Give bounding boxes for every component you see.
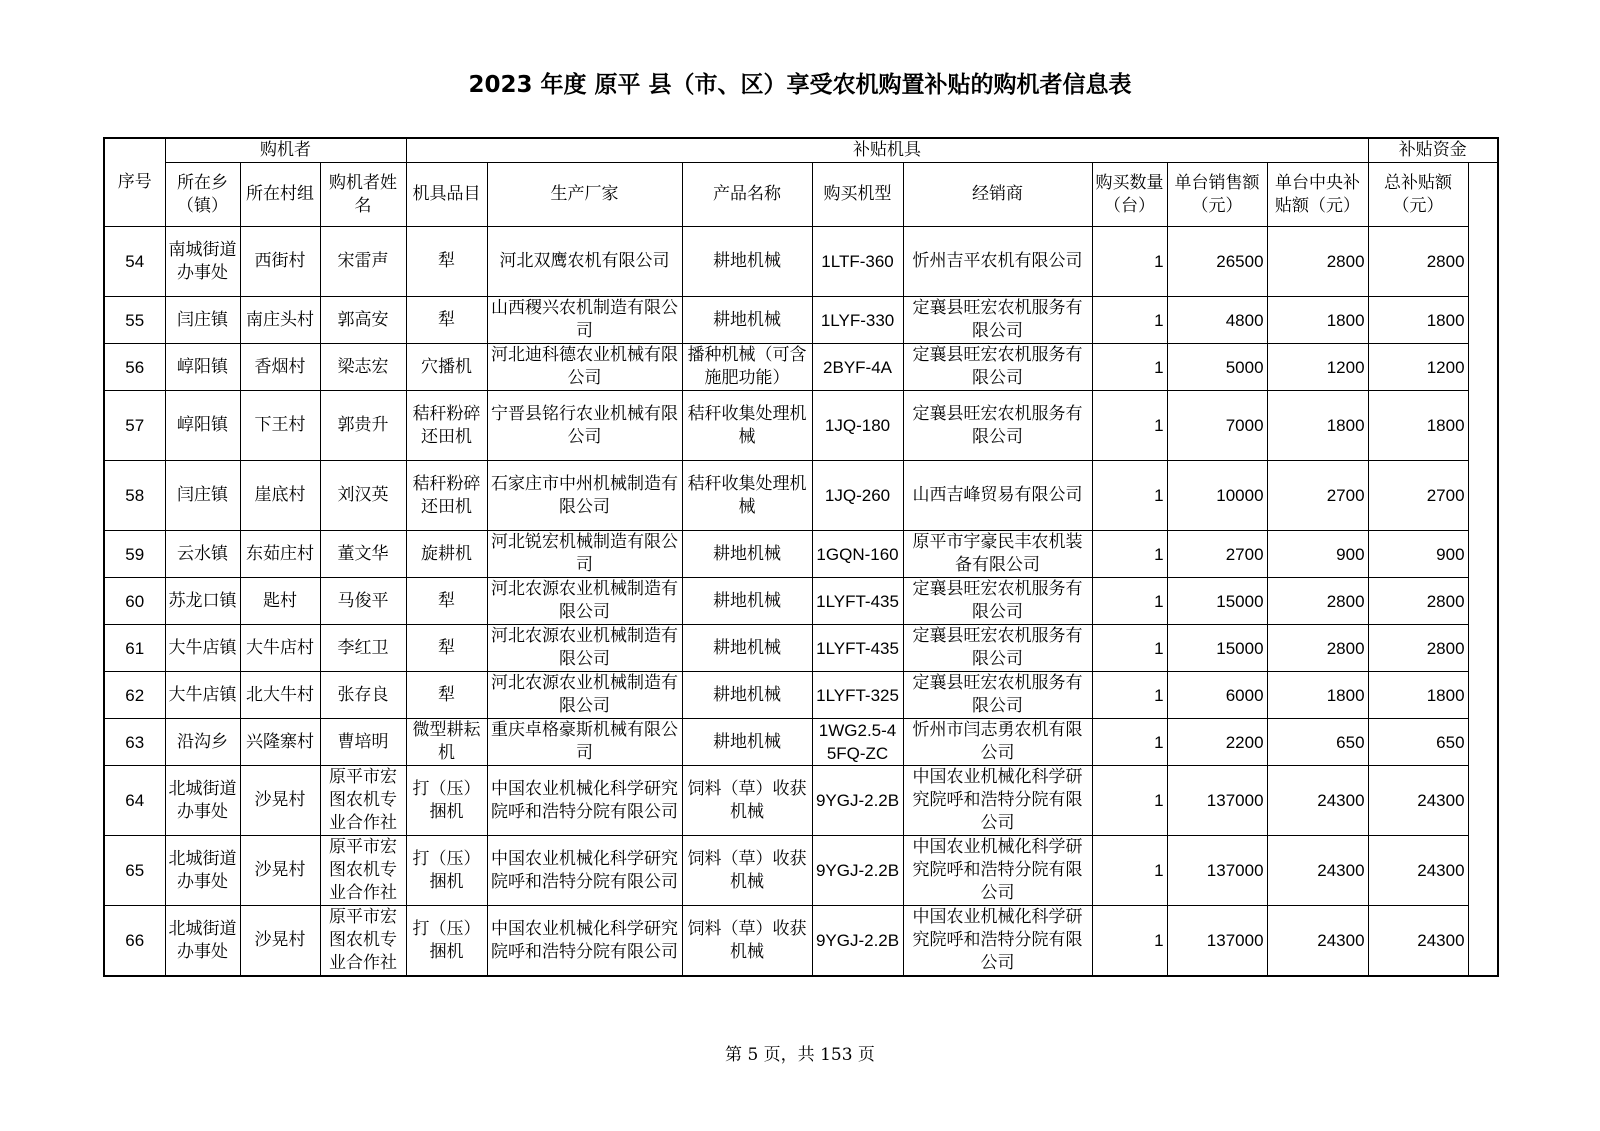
- cell-dealer: 中国农业机械化科学研究院呼和浩特分院有限公司: [903, 906, 1092, 977]
- cell-model: 1JQ-180: [812, 391, 903, 461]
- header-village: 所在村组: [240, 163, 320, 227]
- cell-category: 犁: [406, 578, 487, 625]
- cell-quantity: 1: [1092, 625, 1167, 672]
- cell-seq: 57: [104, 391, 165, 461]
- table-row: [104, 227, 1498, 297]
- cell-model: 1WG2.5-45FQ-ZC: [812, 719, 903, 766]
- cell-township: 大牛店镇: [165, 625, 240, 672]
- cell-manufacturer: 河北双鹰农机有限公司: [487, 227, 682, 297]
- cell-manufacturer: 河北锐宏机械制造有限公司: [487, 531, 682, 578]
- cell-village: 崖底村: [240, 461, 320, 531]
- cell-unit-price: 137000: [1167, 836, 1267, 906]
- cell-manufacturer: 中国农业机械化科学研究院呼和浩特分院有限公司: [487, 906, 682, 977]
- cell-product: 饲料（草）收获机械: [682, 836, 812, 906]
- cell-category: 犁: [406, 297, 487, 344]
- cell-village: 沙晃村: [240, 906, 320, 977]
- cell-township: 崞阳镇: [165, 391, 240, 461]
- cell-quantity: 1: [1092, 906, 1167, 977]
- cell-model: 9YGJ-2.2B: [812, 836, 903, 906]
- table-row: [104, 531, 1498, 578]
- cell-product: 耕地机械: [682, 227, 812, 297]
- cell-central-subsidy: 2700: [1267, 461, 1368, 531]
- cell-product: 耕地机械: [682, 625, 812, 672]
- cell-buyer-name: 曹培明: [320, 719, 406, 766]
- cell-quantity: 1: [1092, 227, 1167, 297]
- cell-product: 饲料（草）收获机械: [682, 906, 812, 977]
- cell-model: 1LTF-360: [812, 227, 903, 297]
- cell-township: 沿沟乡: [165, 719, 240, 766]
- cell-category: 穴播机: [406, 344, 487, 391]
- cell-quantity: 1: [1092, 344, 1167, 391]
- cell-product: 耕地机械: [682, 578, 812, 625]
- cell-seq: 62: [104, 672, 165, 719]
- cell-unit-price: 15000: [1167, 578, 1267, 625]
- buyer-info-table: [103, 137, 1499, 977]
- cell-unit-price: 137000: [1167, 766, 1267, 836]
- cell-village: 西街村: [240, 227, 320, 297]
- cell-dealer: 定襄县旺宏农机服务有限公司: [903, 344, 1092, 391]
- cell-total-subsidy: 24300: [1368, 836, 1468, 906]
- cell-central-subsidy: 900: [1267, 531, 1368, 578]
- header-township: 所在乡（镇）: [165, 163, 240, 227]
- cell-central-subsidy: 650: [1267, 719, 1368, 766]
- cell-buyer-name: 郭贵升: [320, 391, 406, 461]
- cell-manufacturer: 中国农业机械化科学研究院呼和浩特分院有限公司: [487, 836, 682, 906]
- cell-manufacturer: 重庆卓格豪斯机械有限公司: [487, 719, 682, 766]
- cell-central-subsidy: 24300: [1267, 836, 1368, 906]
- cell-buyer-name: 李红卫: [320, 625, 406, 672]
- cell-unit-price: 7000: [1167, 391, 1267, 461]
- header-fund-group: 补贴资金: [1368, 138, 1498, 163]
- cell-product: 耕地机械: [682, 297, 812, 344]
- cell-dealer: 山西吉峰贸易有限公司: [903, 461, 1092, 531]
- cell-dealer: 忻州市闫志勇农机有限公司: [903, 719, 1092, 766]
- header-dealer: 经销商: [903, 163, 1092, 227]
- cell-product: 饲料（草）收获机械: [682, 766, 812, 836]
- cell-manufacturer: 河北农源农业机械制造有限公司: [487, 672, 682, 719]
- cell-manufacturer: 河北农源农业机械制造有限公司: [487, 625, 682, 672]
- cell-village: 匙村: [240, 578, 320, 625]
- cell-village: 下王村: [240, 391, 320, 461]
- cell-township: 北城街道办事处: [165, 766, 240, 836]
- cell-manufacturer: 中国农业机械化科学研究院呼和浩特分院有限公司: [487, 766, 682, 836]
- cell-model: 9YGJ-2.2B: [812, 906, 903, 977]
- cell-category: 犁: [406, 672, 487, 719]
- cell-township: 北城街道办事处: [165, 906, 240, 977]
- cell-quantity: 1: [1092, 461, 1167, 531]
- cell-total-subsidy: 650: [1368, 719, 1468, 766]
- cell-quantity: 1: [1092, 531, 1167, 578]
- table-row: [104, 297, 1498, 344]
- cell-product: 播种机械（可含施肥功能）: [682, 344, 812, 391]
- cell-model: 1LYF-330: [812, 297, 903, 344]
- table-row: [104, 391, 1498, 461]
- cell-product: 秸秆收集处理机械: [682, 461, 812, 531]
- cell-township: 闫庄镇: [165, 297, 240, 344]
- header-buyer-name: 购机者姓名: [320, 163, 406, 227]
- cell-township: 南城街道办事处: [165, 227, 240, 297]
- cell-manufacturer: 河北农源农业机械制造有限公司: [487, 578, 682, 625]
- cell-category: 打（压）捆机: [406, 766, 487, 836]
- cell-seq: 65: [104, 836, 165, 906]
- table-row: [104, 344, 1498, 391]
- cell-unit-price: 137000: [1167, 906, 1267, 977]
- cell-unit-price: 26500: [1167, 227, 1267, 297]
- cell-central-subsidy: 24300: [1267, 766, 1368, 836]
- cell-village: 兴隆寨村: [240, 719, 320, 766]
- header-manufacturer: 生产厂家: [487, 163, 682, 227]
- cell-category: 秸秆粉碎还田机: [406, 391, 487, 461]
- cell-quantity: 1: [1092, 391, 1167, 461]
- header-central-subsidy: 单台中央补贴额（元）: [1267, 163, 1368, 227]
- cell-product: 耕地机械: [682, 672, 812, 719]
- cell-dealer: 定襄县旺宏农机服务有限公司: [903, 625, 1092, 672]
- page-title: 2023 年度 原平 县（市、区）享受农机购置补贴的购机者信息表: [468, 72, 1132, 98]
- cell-total-subsidy: 1800: [1368, 297, 1468, 344]
- cell-product: 耕地机械: [682, 531, 812, 578]
- cell-quantity: 1: [1092, 836, 1167, 906]
- cell-quantity: 1: [1092, 719, 1167, 766]
- table-row: [104, 578, 1498, 625]
- cell-central-subsidy: 2800: [1267, 227, 1368, 297]
- cell-dealer: 定襄县旺宏农机服务有限公司: [903, 578, 1092, 625]
- cell-central-subsidy: 1200: [1267, 344, 1368, 391]
- cell-village: 大牛店村: [240, 625, 320, 672]
- cell-model: 2BYF-4A: [812, 344, 903, 391]
- cell-dealer: 忻州吉平农机有限公司: [903, 227, 1092, 297]
- cell-product: 耕地机械: [682, 719, 812, 766]
- cell-central-subsidy: 1800: [1267, 672, 1368, 719]
- header-seq: 序号: [104, 138, 165, 227]
- cell-buyer-name: 马俊平: [320, 578, 406, 625]
- cell-central-subsidy: 1800: [1267, 391, 1368, 461]
- header-product: 产品名称: [682, 163, 812, 227]
- cell-total-subsidy: 2700: [1368, 461, 1468, 531]
- cell-seq: 55: [104, 297, 165, 344]
- cell-buyer-name: 郭高安: [320, 297, 406, 344]
- cell-seq: 58: [104, 461, 165, 531]
- cell-manufacturer: 石家庄市中州机械制造有限公司: [487, 461, 682, 531]
- cell-seq: 64: [104, 766, 165, 836]
- cell-buyer-name: 原平市宏图农机专业合作社: [320, 906, 406, 977]
- cell-total-subsidy: 2800: [1368, 625, 1468, 672]
- cell-quantity: 1: [1092, 766, 1167, 836]
- cell-buyer-name: 董文华: [320, 531, 406, 578]
- cell-seq: 59: [104, 531, 165, 578]
- cell-dealer: 定襄县旺宏农机服务有限公司: [903, 297, 1092, 344]
- cell-seq: 54: [104, 227, 165, 297]
- cell-total-subsidy: 2800: [1368, 578, 1468, 625]
- table-row: [104, 766, 1498, 836]
- cell-buyer-name: 刘汉英: [320, 461, 406, 531]
- cell-buyer-name: 宋雷声: [320, 227, 406, 297]
- cell-unit-price: 4800: [1167, 297, 1267, 344]
- cell-unit-price: 6000: [1167, 672, 1267, 719]
- header-unit-price: 单台销售额（元）: [1167, 163, 1267, 227]
- cell-central-subsidy: 2800: [1267, 578, 1368, 625]
- cell-buyer-name: 原平市宏图农机专业合作社: [320, 836, 406, 906]
- header-buyer-group: 购机者: [165, 138, 406, 163]
- cell-total-subsidy: 1800: [1368, 672, 1468, 719]
- cell-buyer-name: 原平市宏图农机专业合作社: [320, 766, 406, 836]
- cell-model: 9YGJ-2.2B: [812, 766, 903, 836]
- cell-seq: 66: [104, 906, 165, 977]
- table-row: [104, 672, 1498, 719]
- cell-category: 微型耕耘机: [406, 719, 487, 766]
- cell-buyer-name: 张存良: [320, 672, 406, 719]
- cell-unit-price: 15000: [1167, 625, 1267, 672]
- cell-seq: 63: [104, 719, 165, 766]
- cell-total-subsidy: 900: [1368, 531, 1468, 578]
- header-quantity: 购买数量（台）: [1092, 163, 1167, 227]
- cell-central-subsidy: 24300: [1267, 906, 1368, 977]
- cell-category: 打（压）捆机: [406, 836, 487, 906]
- cell-township: 苏龙口镇: [165, 578, 240, 625]
- table-row: [104, 625, 1498, 672]
- cell-buyer-name: 梁志宏: [320, 344, 406, 391]
- cell-category: 犁: [406, 625, 487, 672]
- cell-manufacturer: 宁晋县铭行农业机械有限公司: [487, 391, 682, 461]
- cell-village: 香烟村: [240, 344, 320, 391]
- cell-dealer: 中国农业机械化科学研究院呼和浩特分院有限公司: [903, 836, 1092, 906]
- table-body: [104, 227, 1498, 977]
- table-row: [104, 461, 1498, 531]
- cell-category: 秸秆粉碎还田机: [406, 461, 487, 531]
- table-row: [104, 906, 1498, 977]
- cell-township: 闫庄镇: [165, 461, 240, 531]
- cell-township: 北城街道办事处: [165, 836, 240, 906]
- cell-village: 南庄头村: [240, 297, 320, 344]
- cell-model: 1JQ-260: [812, 461, 903, 531]
- cell-dealer: 定襄县旺宏农机服务有限公司: [903, 672, 1092, 719]
- header-machine-group: 补贴机具: [406, 138, 1368, 163]
- cell-seq: 61: [104, 625, 165, 672]
- cell-dealer: 中国农业机械化科学研究院呼和浩特分院有限公司: [903, 766, 1092, 836]
- cell-total-subsidy: 24300: [1368, 766, 1468, 836]
- page-footer: 第 5 页，共 153 页: [725, 1045, 875, 1065]
- cell-unit-price: 10000: [1167, 461, 1267, 531]
- header-category: 机具品目: [406, 163, 487, 227]
- cell-total-subsidy: 1800: [1368, 391, 1468, 461]
- cell-seq: 60: [104, 578, 165, 625]
- cell-model: 1GQN-160: [812, 531, 903, 578]
- cell-total-subsidy: 1200: [1368, 344, 1468, 391]
- cell-category: 旋耕机: [406, 531, 487, 578]
- cell-village: 沙晃村: [240, 766, 320, 836]
- cell-central-subsidy: 1800: [1267, 297, 1368, 344]
- cell-unit-price: 2700: [1167, 531, 1267, 578]
- cell-model: 1LYFT-435: [812, 578, 903, 625]
- cell-category: 犁: [406, 227, 487, 297]
- cell-township: 崞阳镇: [165, 344, 240, 391]
- cell-manufacturer: 河北迪科德农业机械有限公司: [487, 344, 682, 391]
- cell-quantity: 1: [1092, 672, 1167, 719]
- table-row: [104, 719, 1498, 766]
- cell-product: 秸秆收集处理机械: [682, 391, 812, 461]
- header-total-subsidy: 总补贴额（元）: [1368, 163, 1468, 227]
- cell-village: 东茹庄村: [240, 531, 320, 578]
- cell-unit-price: 2200: [1167, 719, 1267, 766]
- header-row-columns: [104, 163, 1498, 227]
- cell-model: 1LYFT-435: [812, 625, 903, 672]
- cell-dealer: 原平市宇豪民丰农机装备有限公司: [903, 531, 1092, 578]
- cell-unit-price: 5000: [1167, 344, 1267, 391]
- cell-quantity: 1: [1092, 578, 1167, 625]
- cell-model: 1LYFT-325: [812, 672, 903, 719]
- header-model: 购买机型: [812, 163, 903, 227]
- header-row-groups: [104, 138, 1498, 163]
- cell-village: 北大牛村: [240, 672, 320, 719]
- cell-township: 大牛店镇: [165, 672, 240, 719]
- cell-manufacturer: 山西稷兴农机制造有限公司: [487, 297, 682, 344]
- cell-village: 沙晃村: [240, 836, 320, 906]
- cell-quantity: 1: [1092, 297, 1167, 344]
- cell-dealer: 定襄县旺宏农机服务有限公司: [903, 391, 1092, 461]
- cell-central-subsidy: 2800: [1267, 625, 1368, 672]
- table-row: [104, 836, 1498, 906]
- cell-total-subsidy: 2800: [1368, 227, 1468, 297]
- cell-seq: 56: [104, 344, 165, 391]
- cell-category: 打（压）捆机: [406, 906, 487, 977]
- cell-total-subsidy: 24300: [1368, 906, 1468, 977]
- cell-township: 云水镇: [165, 531, 240, 578]
